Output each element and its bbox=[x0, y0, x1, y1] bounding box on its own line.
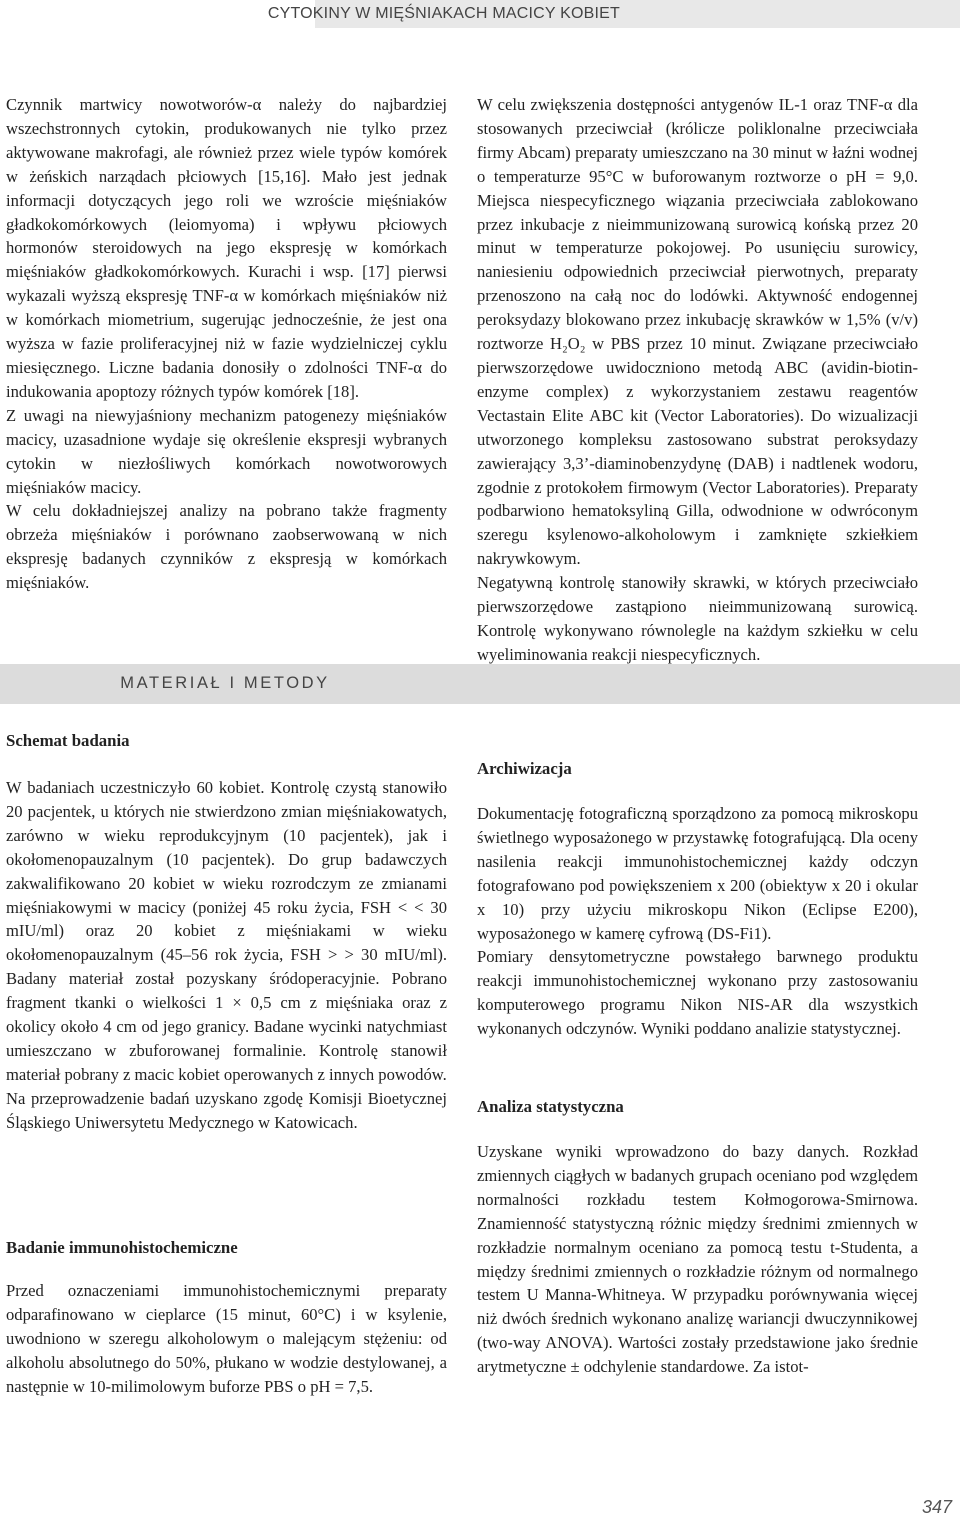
running-title: CYTOKINY W MIĘŚNIAKACH MACICY KOBIET bbox=[267, 5, 620, 22]
intro-paragraph: Czynnik martwicy nowotworów-α należy do najbardziej wszechstronnych cytokin, produkowanych nie tylko przez aktywowane makrofagi, ale również przez wiele typów komórek w żeńskich narządach płciowych [15,16]. Mało jest jednak informacji dotyczących jego roli we wzroście mięśniaków gładkokomórkowych (leiomyoma) i wpływu płciowych hormonów steroidowych na jego ekspresję w komórkach mięśniaków gładkokomórkowych. Kurachi i wsp. [17] pierwsi wykazali wyższą ekspresję TNF-α w komórkach mięśniaków niż w komórkach miometrium, sugerując jednocześnie, że jest ona wyższa w fazie proliferacyjnej niż w fazie wydzielniczej cyklu miesięcznego. Liczne badania donosiły o zdolności TNF-α do indukowania apoptozy różnych typów komórek [18]. bbox=[6, 95, 447, 401]
archiwizacja-paragraph-2: Pomiary densytometryczne powstałego barwnego produktu reakcji immunohistochemicznej wykonano przy zastosowaniu komputerowego programu Nikon NIS-AR dla wszystkich wykonanych odczynów. Wyniki poddano analizie statystycznej. bbox=[477, 947, 918, 1039]
heading-schemat: Schemat badania bbox=[6, 731, 130, 750]
antigen-retrieval-paragraph: W celu zwiększenia dostępności antygenów IL-1 oraz TNF-α dla stosowanych przeciwciał (królicze poliklonalne przeciwciała firmy Abcam) preparaty umieszczano na 30 minut w łaźni wodnej o temperaturze 95°C w buforowanym roztworze o pH = 9,0. Miejsca niespecyficznego wiązania przeciwciała zablokowano przez inkubacje z nieimmunizowaną surowicą końską przez 20 minut w temperaturze pokojowej. Po usunięciu surowicy, naniesieniu odpowiednich przeciwciał pierwotnych, preparaty przenoszono na całą noc do lodówki. Aktywność endogennej peroksydazy blokowano przez inkubację skrawków w 1,5% (v/v) roztworze H₂O₂ w PBS przez 10 minut. Związane przeciwciało pierwszorzędowe uwidoczniono metodą ABC (avidin-biotin-enzyme complex) z wykorzystaniem zestawu reagentów Vectastain Elite ABC kit (Vector Laboratories). Do wizualizacji utworzonego kompleksu zastosowano substrat peroksydazy zawierający 3,3’-diaminobenzydynę (DAB) i nadtlenek wodoru, zgodnie z protokołem firmowym (Vector Laboratories). Preparaty podbarwiono hematoksyliną Gilla, odwodnione w odwróconym szeregu ksylenowo-alkoholowym i zamknięte szkiełkiem nakrywkowym. bbox=[477, 95, 918, 569]
rationale-paragraph: Z uwagi na niewyjaśniony mechanizm patogenezy mięśniaków macicy, uzasadnione wydaje się określenie ekspresji wybranych cytokin w niezłośliwych komórkach nowotworowych mięśniaków macicy. bbox=[6, 405, 447, 497]
schemat-paragraph-1: W badaniach uczestniczyło 60 kobiet. Kontrolę czystą stanowiło 20 pacjentek, u których nie stwierdzono zmian mięśniakowatych, zarówno w wieku reprodukcyjnym (10 pacjentek), jak i okołomenopauzalnym (10 pacjentek). Do grup badawczych zakwalifikowano 20 kobiet w wieku rozrodczym ze zmianami mięśniakowymi w macicy (poniżej 45 roku życia, FSH < < 30 mIU/ml) oraz 20 kobiet z mięśniakami w wieku okołomenopauzalnym (45–56 rok życia, FSH > > 30 mIU/ml). Badany materiał został pozyskany śródoperacyjnie. Pobrano fragment tkanki o wielkości 1 × 0,5 cm z mięśniaka oraz z okolicy około 4 cm od jego granicy. Badane wycinki natychmiast umieszczano w zbuforowanej formalinie. Kontrolę stanowił materiał pobrany z macic kobiet operowanych z innych powodów. bbox=[6, 778, 447, 1084]
page-number: 347 bbox=[921, 1497, 952, 1517]
analiza-paragraph: Uzyskane wyniki wprowadzono do bazy danych. Rozkład zmiennych ciągłych w badanych grupach oceniano pod względem normalności rozkładu testem Kołmogorowa-Smirnowa. Znamienność statystyczną różnic między średnimi zmiennych w rozkładzie normalnym oceniano za pomocą testu t-Studenta, a między średnimi zmiennych o rozkładzie różnym od normalnego testem U Manna-Whitneya. W przypadku porównywania więcej niż dwóch średnich wykonano analizę wariancji dwuczynnikowej (two-way ANOVA). Wartości zostały przedstawione jako średnie arytmetyczne ± odchylenie standardowe. Za istot- bbox=[477, 1142, 918, 1377]
heading-analiza: Analiza statystyczna bbox=[477, 1097, 624, 1116]
schemat-block bbox=[6, 776, 447, 1135]
left-column-intro bbox=[6, 93, 447, 595]
immuno-paragraph: Przed oznaczeniami immunohistochemicznymi preparaty odparafinowano w cieplarce (15 minut, 60°C) i w ksylenie, uwodniono w szeregu alkoholowym o malejącym stężeniu: od alkoholu absolutnego do 50%, płukano w wodzie destylowanej, a następnie w 10-milimolowym buforze PBS o pH = 7,5. bbox=[6, 1281, 447, 1396]
right-column bbox=[477, 93, 918, 667]
negative-control-paragraph: Negatywną kontrolę stanowiły skrawki, w których przeciwciało pierwszorzędowe zastąpiono nieimmunizowaną surowicą. Kontrolę wykonywano równolegle na każdym szkiełku w celu wyeliminowania reakcji niespecyficznych. bbox=[477, 573, 918, 664]
heading-archiwizacja: Archiwizacja bbox=[477, 759, 572, 778]
aim-paragraph: W celu dokładniejszej analizy na pobrano także fragmenty obrzeża mięśniaków i porównano zaobserwowaną w nich ekspresję badanych czynników z ekspresją w komórkach mięśniaków. bbox=[6, 501, 447, 593]
schemat-paragraph-2: Na przeprowadzenie badań uzyskano zgodę Komisji Bioetycznej Śląskiego Uniwersytetu Medycznego w Katowicach. bbox=[6, 1088, 447, 1132]
section-title: MATERIAŁ I METODY bbox=[120, 674, 330, 692]
running-header bbox=[267, 0, 960, 28]
archiwizacja-block bbox=[477, 802, 918, 1041]
archiwizacja-paragraph-1: Dokumentację fotograficzną sporządzono za pomocą mikroskopu świetlnego wyposażonego w przystawkę fotografującą. Dla oceny nasilenia reakcji immunohistochemicznej każdy odczyn fotografowano pod powiększeniem x 200 (obiektyw x 20 i okular x 10) przy użyciu mikroskopu Nikon (Eclipse E200), wyposażonego w kamerę cyfrową (DS-Fi1). bbox=[477, 804, 918, 943]
heading-immuno: Badanie immunohistochemiczne bbox=[6, 1238, 238, 1257]
